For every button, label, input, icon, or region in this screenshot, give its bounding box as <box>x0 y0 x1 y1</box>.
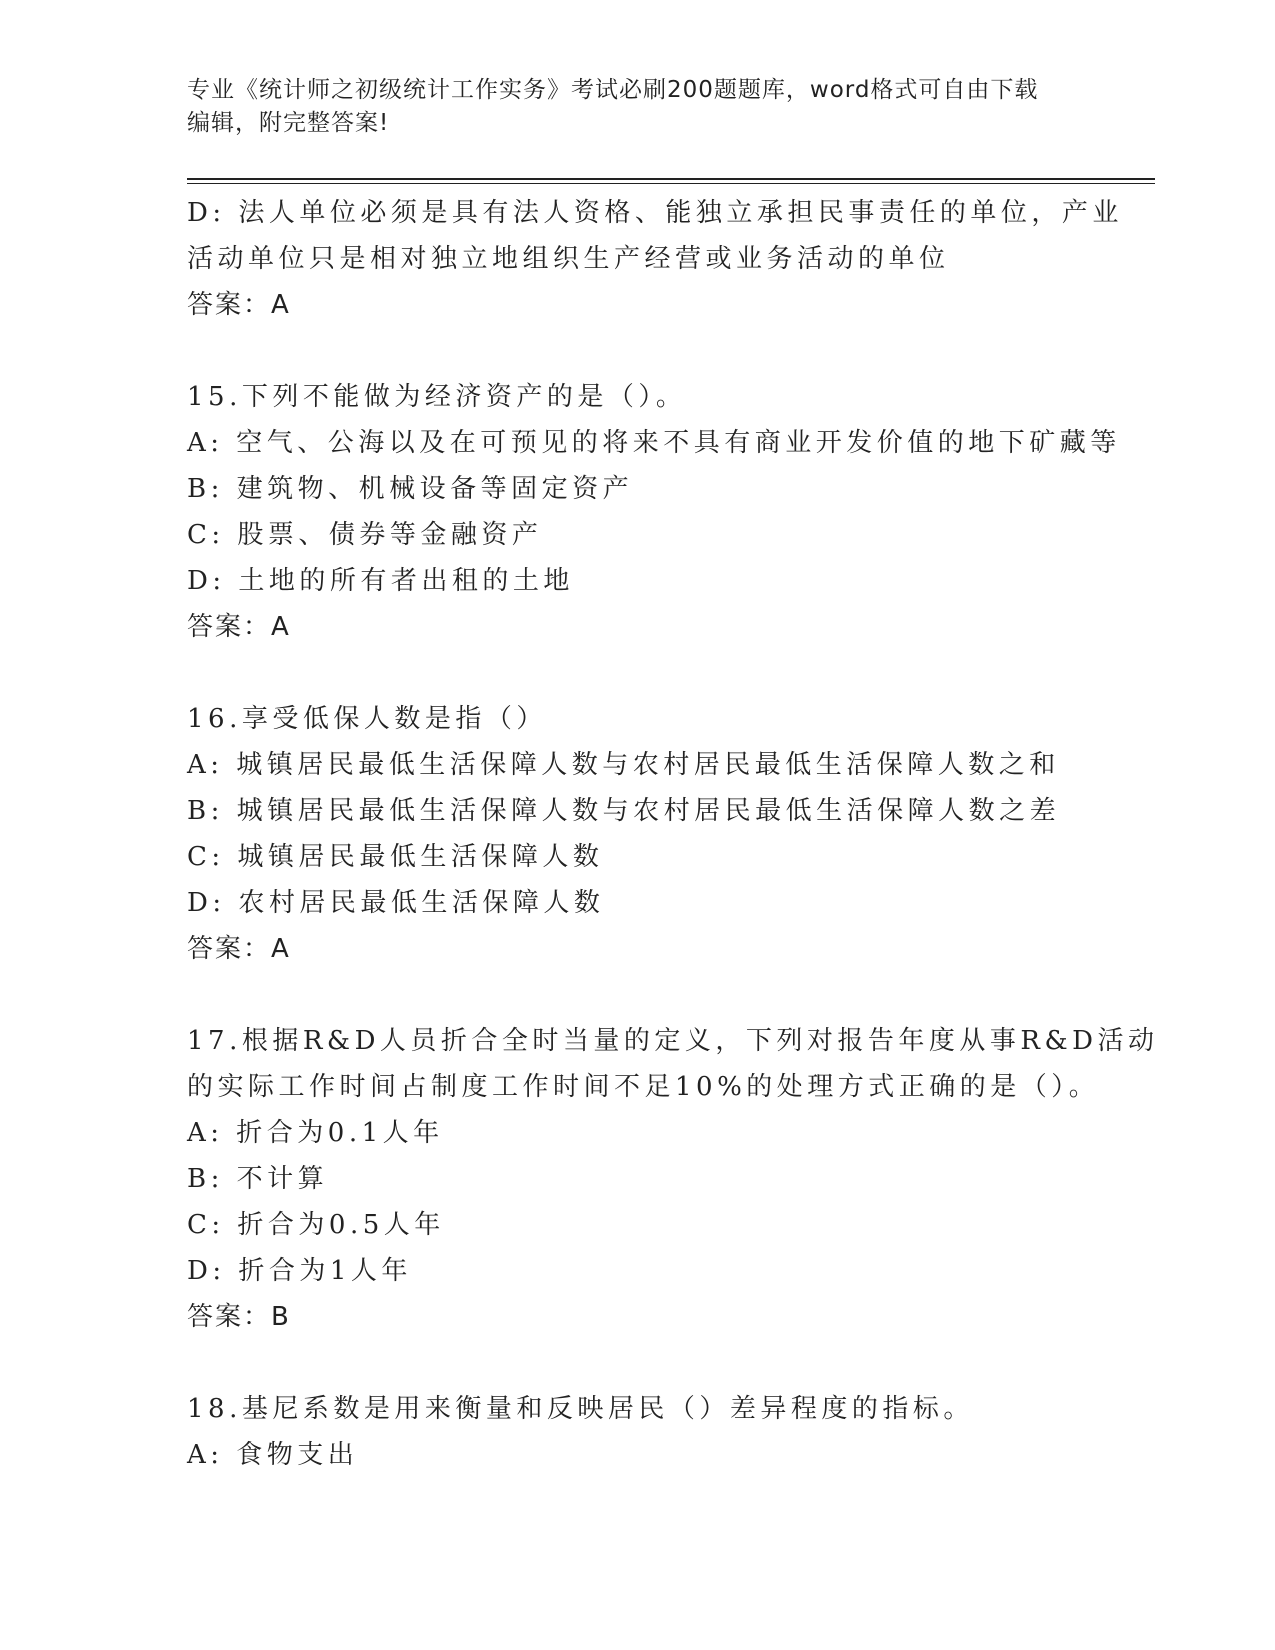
document-header <box>187 74 1087 140</box>
answer: 答案：A <box>187 934 291 964</box>
header-divider-thick <box>187 178 1155 180</box>
question-18 <box>187 1386 1087 1478</box>
option-c: C: 股票、债券等金融资产 <box>187 520 543 550</box>
answer: 答案：A <box>187 612 291 642</box>
option-d-line-1: D: 法人单位必须是具有法人资格、能独立承担民事责任的单位，产业 <box>187 198 1123 228</box>
question-text: 16.享受低保人数是指（） <box>187 704 547 734</box>
option-d: D: 农村居民最低生活保障人数 <box>187 888 605 918</box>
question-17 <box>187 1018 1159 1340</box>
answer: 答案：B <box>187 1302 291 1332</box>
header-divider-thin <box>187 183 1155 184</box>
question-text: 18.基尼系数是用来衡量和反映居民（）差异程度的指标。 <box>187 1394 974 1424</box>
option-a: A: 折合为0.1人年 <box>187 1118 444 1148</box>
option-d: D: 土地的所有者出租的土地 <box>187 566 574 596</box>
option-d: D: 折合为1人年 <box>187 1256 412 1286</box>
option-b: B: 建筑物、机械设备等固定资产 <box>187 474 634 504</box>
header-line-2: 编辑，附完整答案! <box>187 110 390 136</box>
question-text-line-1: 17.根据R&D人员折合全时当量的定义，下列对报告年度从事R&D活动 <box>187 1026 1159 1056</box>
option-c: C: 折合为0.5人年 <box>187 1210 445 1240</box>
question-text-line-2: 的实际工作时间占制度工作时间不足10%的处理方式正确的是（）。 <box>187 1072 1100 1102</box>
option-a: A: 食物支出 <box>187 1440 359 1470</box>
option-d-line-2: 活动单位只是相对独立地组织生产经营或业务活动的单位 <box>187 244 950 274</box>
option-b: B: 不计算 <box>187 1164 329 1194</box>
question-16 <box>187 696 1087 972</box>
question-15 <box>187 374 1121 650</box>
option-c: C: 城镇居民最低生活保障人数 <box>187 842 604 872</box>
header-line-1: 专业《统计师之初级统计工作实务》考试必刷200题题库，word格式可自由下载 <box>187 77 1039 103</box>
answer: 答案：A <box>187 290 291 320</box>
question-14-tail <box>187 190 1123 328</box>
option-a: A: 空气、公海以及在可预见的将来不具有商业开发价值的地下矿藏等 <box>187 428 1121 458</box>
option-b: B: 城镇居民最低生活保障人数与农村居民最低生活保障人数之差 <box>187 796 1061 826</box>
option-a: A: 城镇居民最低生活保障人数与农村居民最低生活保障人数之和 <box>187 750 1060 780</box>
document-body <box>187 190 1159 1478</box>
question-text: 15.下列不能做为经济资产的是（）。 <box>187 382 687 412</box>
